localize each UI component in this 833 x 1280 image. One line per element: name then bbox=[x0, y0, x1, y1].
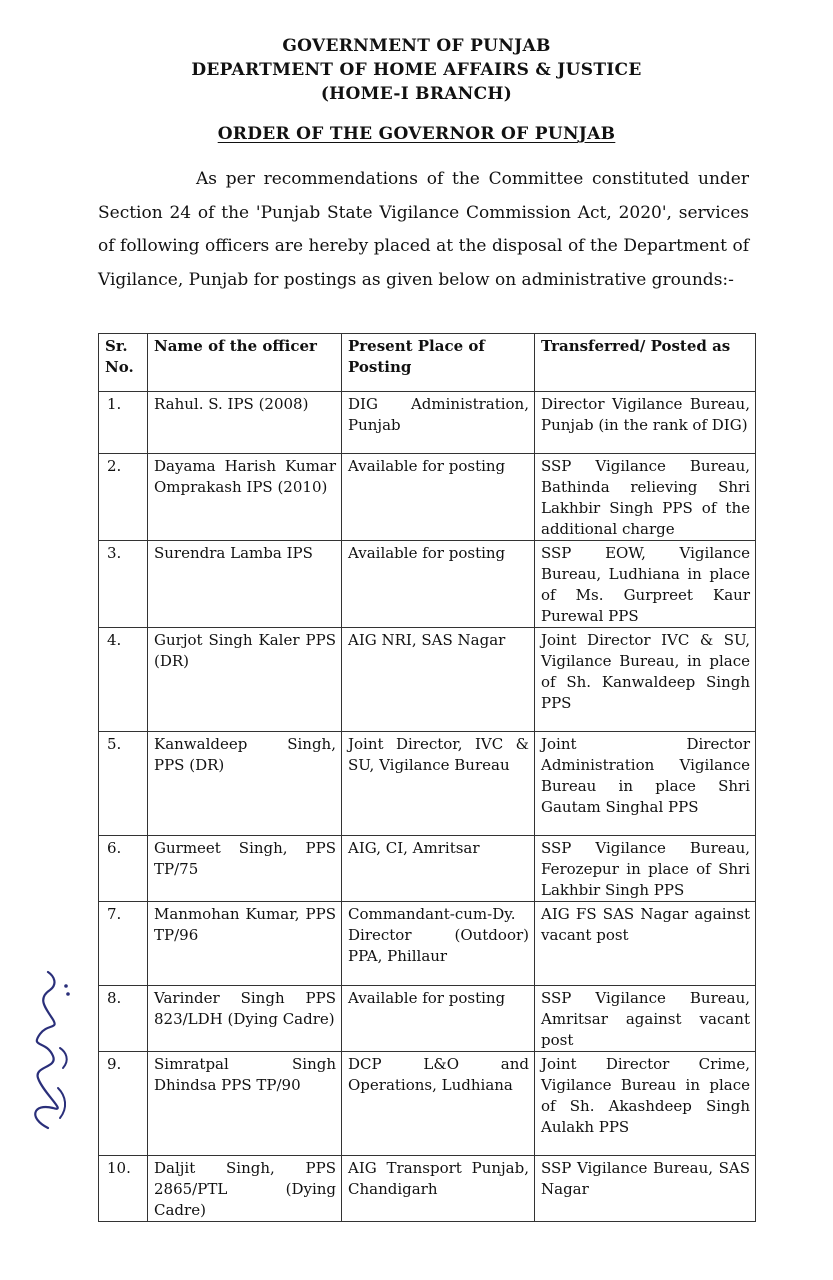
cell-sr: 1. bbox=[99, 392, 148, 454]
table-row bbox=[99, 454, 756, 541]
table-row bbox=[99, 1156, 756, 1222]
cell-present-posting: Available for posting bbox=[342, 454, 535, 541]
officers-table bbox=[98, 333, 756, 1222]
header-branch: (HOME-I BRANCH) bbox=[320, 84, 513, 104]
cell-posted-as: SSP Vigilance Bureau, Ferozepur in place of Shri Lakhbir Singh PPS bbox=[535, 836, 756, 902]
cell-present-posting: Commandant-cum-Dy. Director (Outdoor) PPA, Phillaur bbox=[342, 902, 535, 986]
cell-officer-name: Kanwaldeep Singh, PPS (DR) bbox=[148, 732, 342, 836]
cell-sr: 6. bbox=[99, 836, 148, 902]
cell-posted-as: Joint Director IVC & SU, Vigilance Bureau, in place of Sh. Kanwaldeep Singh PPS bbox=[535, 628, 756, 732]
table-row bbox=[99, 628, 756, 732]
table-row bbox=[99, 902, 756, 986]
cell-posted-as: SSP EOW, Vigilance Bureau, Ludhiana in place of Ms. Gurpreet Kaur Purewal PPS bbox=[535, 541, 756, 628]
cell-posted-as: SSP Vigilance Bureau, Amritsar against vacant post bbox=[535, 986, 756, 1052]
col-header-posted: Transferred/ Posted as bbox=[535, 334, 756, 392]
cell-present-posting: Available for posting bbox=[342, 541, 535, 628]
cell-sr: 4. bbox=[99, 628, 148, 732]
col-header-sr: Sr. No. bbox=[99, 334, 148, 392]
table-row bbox=[99, 392, 756, 454]
cell-sr: 10. bbox=[99, 1156, 148, 1222]
cell-officer-name: Gurmeet Singh, PPS TP/75 bbox=[148, 836, 342, 902]
cell-posted-as: SSP Vigilance Bureau, Bathinda relieving Shri Lakhbir Singh PPS of the additional charge bbox=[535, 454, 756, 541]
cell-officer-name: Surendra Lamba IPS bbox=[148, 541, 342, 628]
cell-officer-name: Rahul. S. IPS (2008) bbox=[148, 392, 342, 454]
header-government: GOVERNMENT OF PUNJAB bbox=[282, 36, 551, 56]
header-department: DEPARTMENT OF HOME AFFAIRS & JUSTICE bbox=[191, 60, 642, 80]
intro-paragraph: As per recommendations of the Committee constituted under Section 24 of the 'Punjab State Vigilance Commission Act, 2020', services of following officers are hereby placed at the disposal of the Department of Vigilance, Punjab for postings as given below on administrative grounds:- bbox=[98, 169, 749, 290]
cell-officer-name: Varinder Singh PPS 823/LDH (Dying Cadre) bbox=[148, 986, 342, 1052]
cell-posted-as: AIG FS SAS Nagar against vacant post bbox=[535, 902, 756, 986]
cell-officer-name: Gurjot Singh Kaler PPS (DR) bbox=[148, 628, 342, 732]
cell-posted-as: Director Vigilance Bureau, Punjab (in the rank of DIG) bbox=[535, 392, 756, 454]
cell-posted-as: Joint Director Crime, Vigilance Bureau in place of Sh. Akashdeep Singh Aulakh PPS bbox=[535, 1052, 756, 1156]
cell-present-posting: DIG Administration, Punjab bbox=[342, 392, 535, 454]
cell-officer-name: Dayama Harish Kumar Omprakash IPS (2010) bbox=[148, 454, 342, 541]
cell-present-posting: AIG, CI, Amritsar bbox=[342, 836, 535, 902]
cell-present-posting: DCP L&O and Operations, Ludhiana bbox=[342, 1052, 535, 1156]
table-row bbox=[99, 836, 756, 902]
cell-sr: 2. bbox=[99, 454, 148, 541]
table-row bbox=[99, 986, 756, 1052]
cell-posted-as: Joint Director Administration Vigilance Bureau in place Shri Gautam Singhal PPS bbox=[535, 732, 756, 836]
cell-present-posting: Joint Director, IVC & SU, Vigilance Bureau bbox=[342, 732, 535, 836]
cell-sr: 7. bbox=[99, 902, 148, 986]
cell-present-posting: AIG Transport Punjab, Chandigarh bbox=[342, 1156, 535, 1222]
cell-present-posting: AIG NRI, SAS Nagar bbox=[342, 628, 535, 732]
cell-officer-name: Manmohan Kumar, PPS TP/96 bbox=[148, 902, 342, 986]
handwritten-signature bbox=[8, 968, 82, 1138]
cell-sr: 5. bbox=[99, 732, 148, 836]
cell-present-posting: Available for posting bbox=[342, 986, 535, 1052]
table-row bbox=[99, 732, 756, 836]
table-header-row bbox=[99, 334, 756, 392]
col-header-present: Present Place of Posting bbox=[342, 334, 535, 392]
cell-sr: 9. bbox=[99, 1052, 148, 1156]
table-row bbox=[99, 1052, 756, 1156]
cell-sr: 8. bbox=[99, 986, 148, 1052]
cell-officer-name: Simratpal Singh Dhindsa PPS TP/90 bbox=[148, 1052, 342, 1156]
order-title: ORDER OF THE GOVERNOR OF PUNJAB bbox=[217, 124, 616, 144]
cell-officer-name: Daljit Singh, PPS 2865/PTL (Dying Cadre) bbox=[148, 1156, 342, 1222]
table-row bbox=[99, 541, 756, 628]
cell-sr: 3. bbox=[99, 541, 148, 628]
cell-posted-as: SSP Vigilance Bureau, SAS Nagar bbox=[535, 1156, 756, 1222]
col-header-name: Name of the officer bbox=[148, 334, 342, 392]
